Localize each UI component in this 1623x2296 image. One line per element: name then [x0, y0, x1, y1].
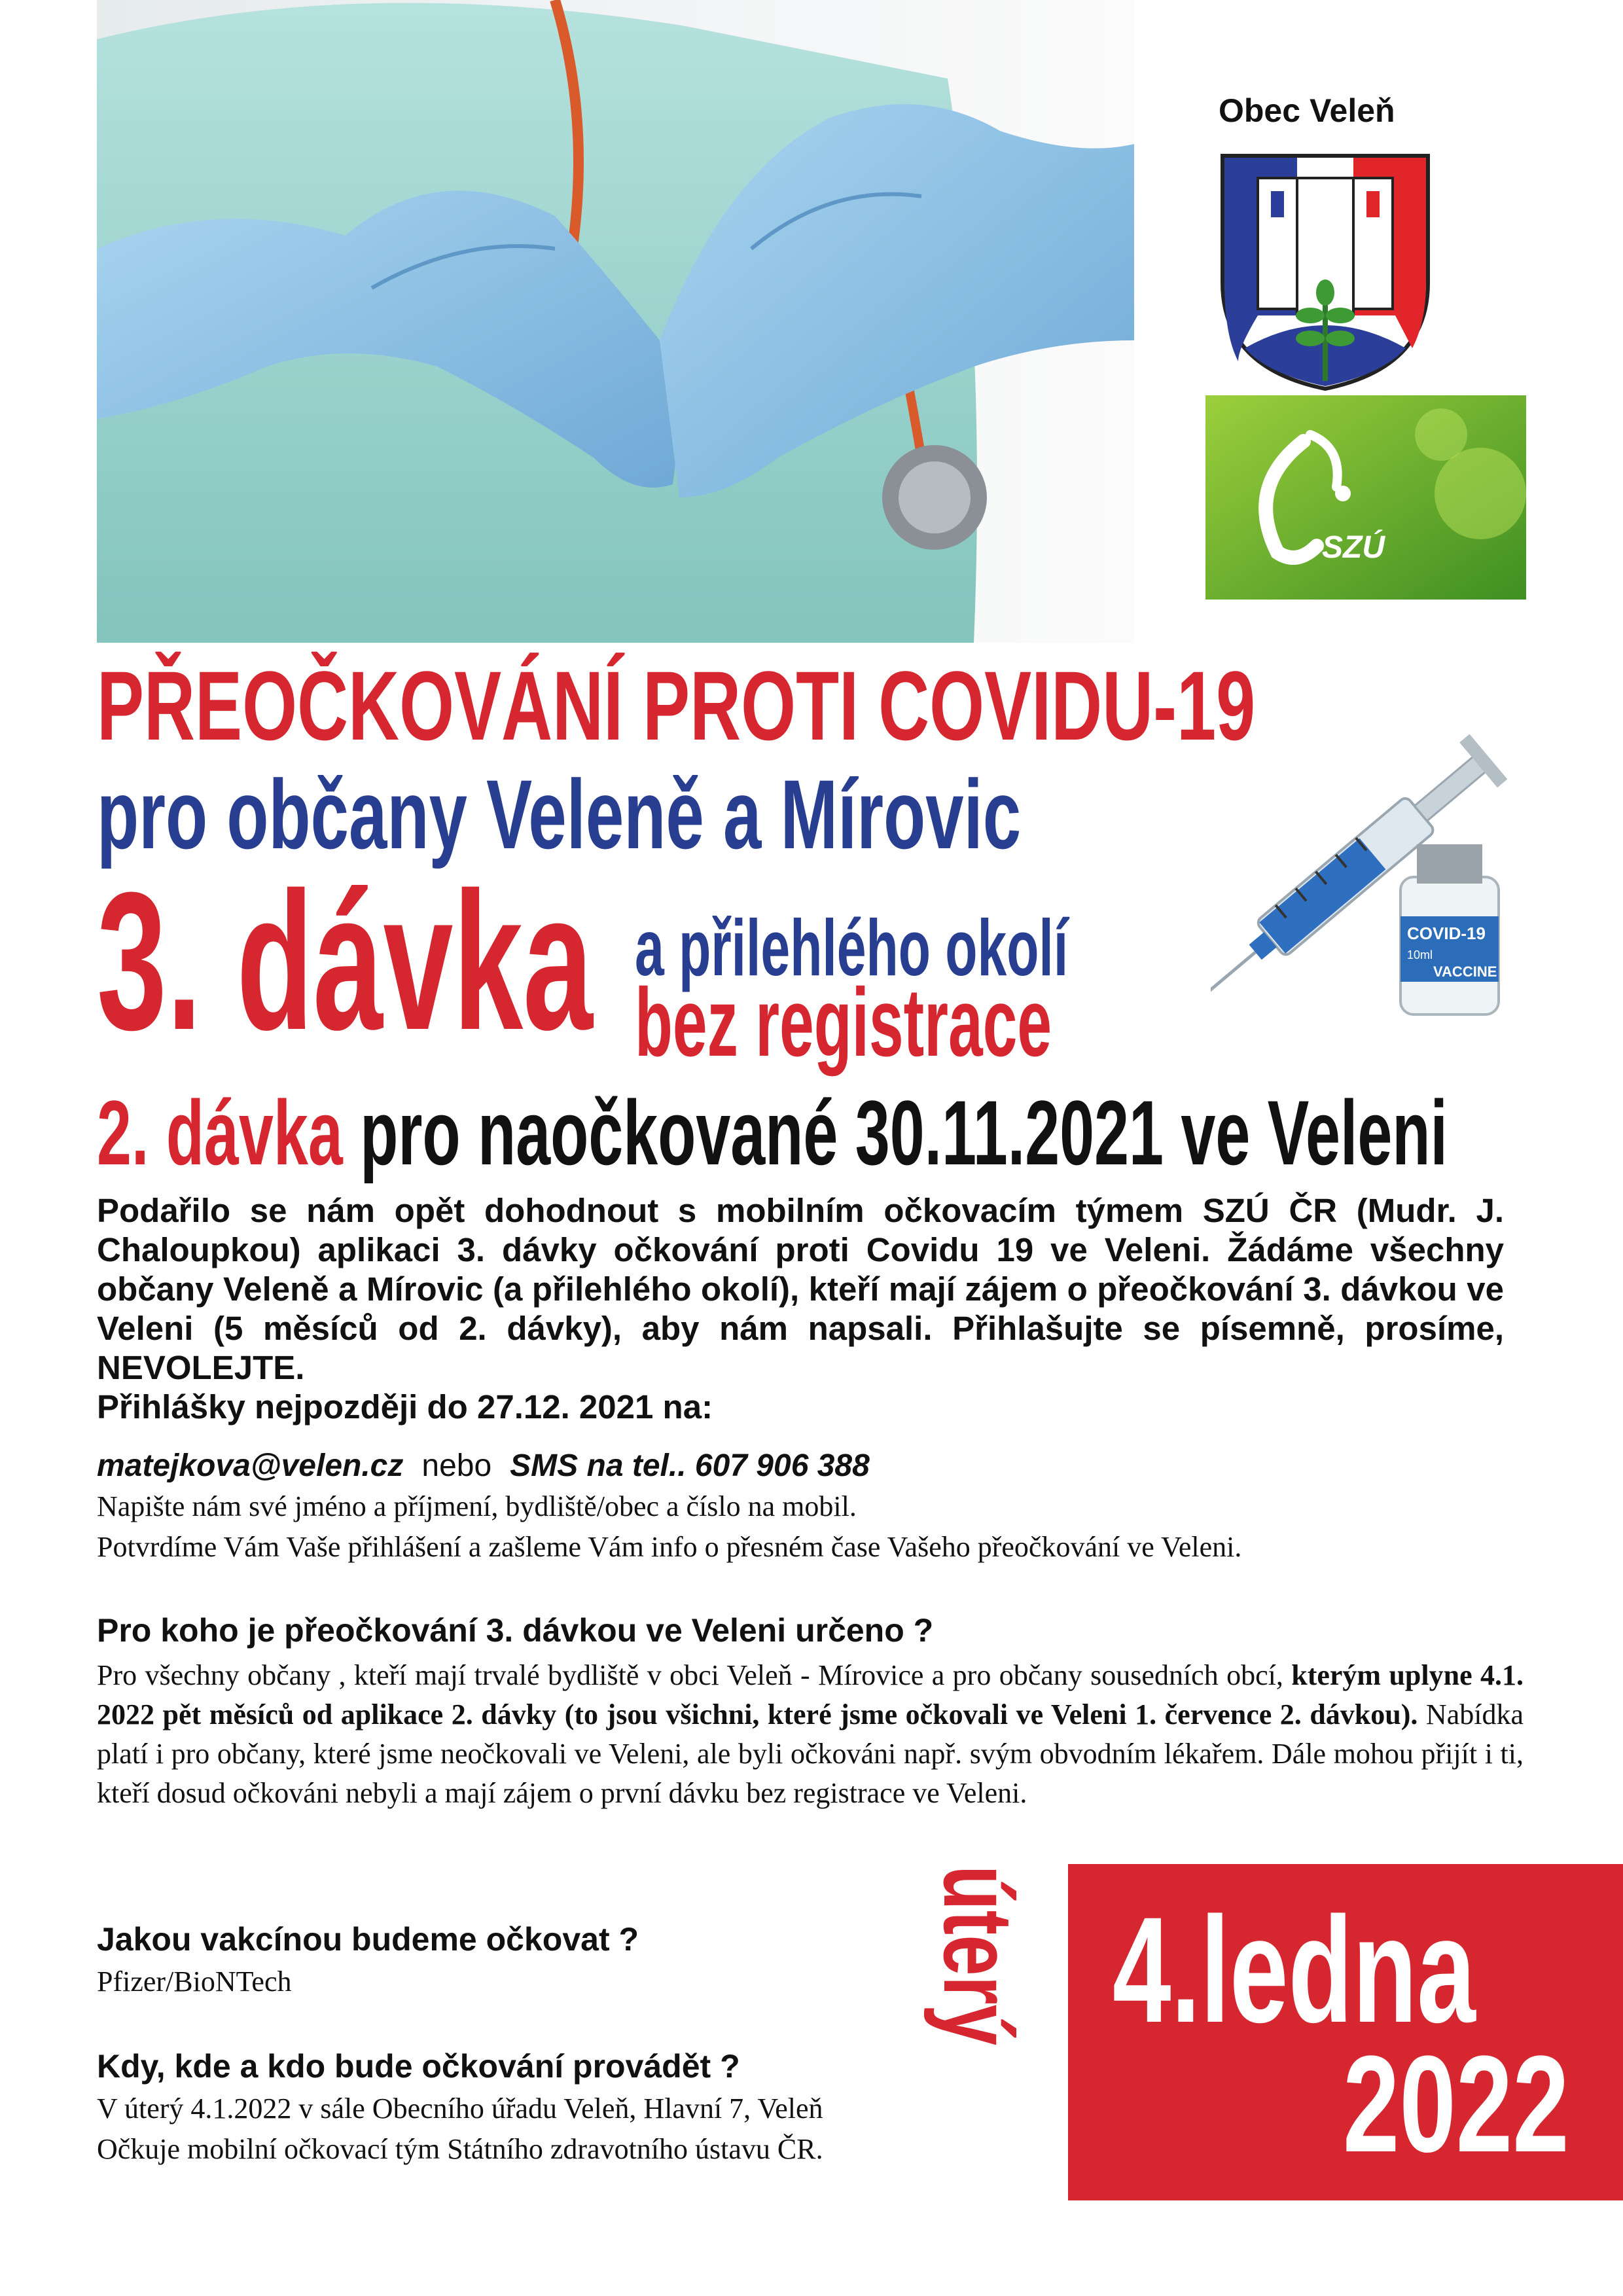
contact-email[interactable]: matejkova@velen.cz	[97, 1448, 404, 1483]
hero-photo	[97, 0, 1134, 643]
question-vaccine: Jakou vakcínou budeme očkovat ?	[97, 1921, 639, 1958]
no-registration-label: bez registrace	[635, 969, 1052, 1077]
vial-label: COVID-19	[1407, 924, 1486, 943]
info-line-1: Napište nám své jméno a příjmení, bydliště/obec a číslo na mobil.	[97, 1490, 857, 1522]
dose-three-label: 3. dávka	[97, 851, 593, 1071]
headline-subtitle: pro občany Veleně a Mírovic	[97, 759, 1022, 869]
contact-line	[97, 1448, 870, 1484]
date-year: 2022	[1343, 2027, 1569, 2181]
answer-when-where: V úterý 4.1.2022 v sále Obecního úřadu Veleň, Hlavní 7, Veleň	[97, 2092, 823, 2125]
headline-title: PŘEOČKOVÁNÍ PROTI COVIDU-19	[97, 651, 1256, 761]
answer-who-start: Pro všechny občany , kteří mají trvalé bydliště v obci Veleň - Mírovice a pro občany sousedních obcí,	[97, 1659, 1292, 1691]
weekday-label: úterý	[923, 1865, 1033, 2046]
answer-who-vaccinates: Očkuje mobilní očkovací tým Státního zdravotního ústavu ČR.	[97, 2133, 823, 2165]
answer-vaccine: Pfizer/BioNTech	[97, 1965, 292, 1998]
answer-who-end: Nabídka platí i pro občany, které jsme neočkovali ve Veleni, ale byli očkováni např. svým obvodním lékařem. Dále mohou přijít i ti, kteří dosud očkováni nebyli a mají zájem o první dávku bez registrace ve Veleni.	[97, 1698, 1524, 1809]
dose-two-text: pro naočkované 30.11.2021 ve Veleni	[342, 1081, 1448, 1184]
info-line-2: Potvrdíme Vám Vaše přihlášení a zašleme Vám info o přesném čase Vašeho přeočkování ve Veleni.	[97, 1531, 1242, 1563]
dose-two-line	[97, 1080, 1448, 1186]
contact-sms: SMS na tel.. 607 906 388	[510, 1448, 870, 1483]
coat-of-arms-logo	[1219, 152, 1432, 393]
weekday-vertical	[923, 1865, 1041, 2206]
question-when-where: Kdy, kde a kdo bude očkování provádět ?	[97, 2048, 740, 2085]
vial-vaccine-label: VACCINE	[1433, 963, 1497, 980]
answer-who-bold: kterým uplyne 4.1. 2022 pět měsíců od aplikace 2. dávky (to jsou všichni, které jsme očkovali ve Veleni 1. července 2. dávkou).	[97, 1659, 1524, 1731]
municipality-name: Obec Veleň	[1219, 92, 1395, 129]
vial-volume: 10ml	[1407, 948, 1433, 961]
contact-or: nebo	[421, 1448, 492, 1483]
intro-paragraph	[97, 1191, 1504, 1427]
dose-two-label: 2. dávka	[97, 1081, 343, 1184]
question-who: Pro koho je přeočkování 3. dávkou ve Veleni určeno ?	[97, 1612, 934, 1649]
date-day: 4.ledna	[1113, 1886, 1476, 2054]
intro-text: Podařilo se nám opět dohodnout s mobilním očkovacím týmem SZÚ ČR (Mudr. J. Chaloupkou) aplikaci 3. dávky očkování proti Covidu 19 ve Veleni. Žádáme všechny občany Veleně a Mírovic (a přilehlého okolí), kteří mají zájem o přeočkování 3. dávkou ve Veleni (5 měsíců od 2. dávky), aby nám napsali. Přihlašujte se písemně, prosíme, NEVOLEJTE.	[97, 1192, 1504, 1386]
syringe-vial-illustration	[1211, 681, 1531, 1021]
deadline-text: Přihlášky nejpozději do 27.12. 2021 na:	[97, 1388, 713, 1426]
answer-who	[97, 1656, 1524, 1813]
surroundings-label: a přilehlého okolí	[635, 903, 1069, 992]
szu-logo-text: SZÚ	[1322, 530, 1385, 565]
szu-logo	[1205, 395, 1526, 600]
